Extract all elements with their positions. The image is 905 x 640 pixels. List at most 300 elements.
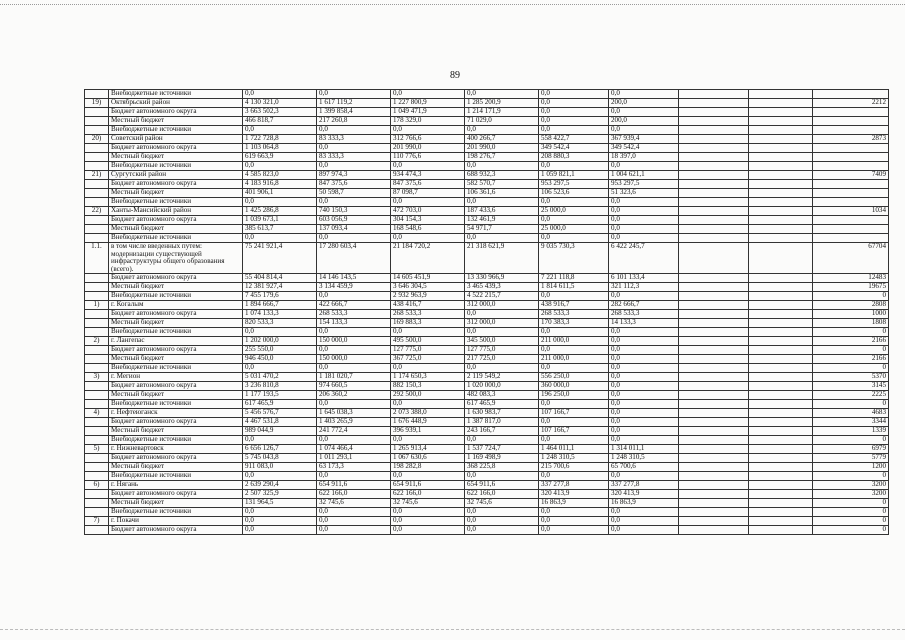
row-number-cell: 20): [85, 135, 109, 144]
value-cell: 368 225,8: [465, 463, 539, 472]
value-cell: 0,0: [243, 162, 317, 171]
value-cell: 1 004 621,1: [609, 171, 679, 180]
row-label-cell: г. Когалым: [109, 301, 243, 310]
value-cell: [749, 382, 813, 391]
value-cell: 243 166,7: [465, 427, 539, 436]
value-cell: 106 361,6: [465, 189, 539, 198]
value-cell: [749, 90, 813, 99]
table-row: [85, 117, 889, 126]
value-cell: 0,0: [317, 90, 391, 99]
table-row: [85, 234, 889, 243]
value-cell: 1 020 000,0: [465, 382, 539, 391]
value-cell: 3145: [813, 382, 889, 391]
value-cell: 75 241 921,4: [243, 243, 317, 274]
row-number-cell: 19): [85, 99, 109, 108]
table-row: [85, 126, 889, 135]
value-cell: 12483: [813, 274, 889, 283]
value-cell: 0,0: [391, 364, 465, 373]
value-cell: [813, 216, 889, 225]
table-row: [85, 162, 889, 171]
value-cell: 17 280 603,4: [317, 243, 391, 274]
value-cell: [749, 373, 813, 382]
row-number-cell: [85, 319, 109, 328]
value-cell: [749, 346, 813, 355]
value-cell: [749, 198, 813, 207]
value-cell: 0,0: [609, 346, 679, 355]
row-number-cell: [85, 126, 109, 135]
value-cell: 1 248 310,5: [539, 454, 609, 463]
row-label-cell: Бюджет автономного округа: [109, 274, 243, 283]
table-row: [85, 337, 889, 346]
value-cell: [749, 117, 813, 126]
value-cell: [749, 418, 813, 427]
value-cell: 200,0: [609, 117, 679, 126]
row-label-cell: Бюджет автономного округа: [109, 346, 243, 355]
value-cell: 0: [813, 526, 889, 535]
row-label-cell: Бюджет автономного округа: [109, 180, 243, 189]
value-cell: [813, 90, 889, 99]
row-label-cell: Местный бюджет: [109, 355, 243, 364]
value-cell: [749, 162, 813, 171]
value-cell: 472 703,0: [391, 207, 465, 216]
table-row: [85, 391, 889, 400]
value-cell: 87 098,7: [391, 189, 465, 198]
value-cell: 0: [813, 499, 889, 508]
value-cell: 0,0: [465, 517, 539, 526]
row-label-cell: Бюджет автономного округа: [109, 144, 243, 153]
value-cell: [679, 373, 749, 382]
table-row: [85, 135, 889, 144]
value-cell: [679, 90, 749, 99]
value-cell: 198 282,8: [391, 463, 465, 472]
value-cell: 337 277,8: [539, 481, 609, 490]
value-cell: 438 416,7: [391, 301, 465, 310]
value-cell: 946 450,0: [243, 355, 317, 364]
value-cell: 0,0: [243, 328, 317, 337]
value-cell: 0,0: [465, 234, 539, 243]
value-cell: [749, 283, 813, 292]
value-cell: [679, 171, 749, 180]
value-cell: 0,0: [609, 234, 679, 243]
value-cell: 1 537 724,7: [465, 445, 539, 454]
value-cell: 32 745,6: [391, 499, 465, 508]
row-label-cell: Внебюджетные источники: [109, 90, 243, 99]
value-cell: 14 605 451,9: [391, 274, 465, 283]
value-cell: 1 894 666,7: [243, 301, 317, 310]
value-cell: 0,0: [539, 508, 609, 517]
row-number-cell: 7): [85, 517, 109, 526]
row-label-cell: Бюджет автономного округа: [109, 310, 243, 319]
row-label-cell: Внебюджетные источники: [109, 328, 243, 337]
row-label-cell: Ханты-Мансийский район: [109, 207, 243, 216]
row-number-cell: [85, 162, 109, 171]
row-label-cell: Бюджет автономного округа: [109, 526, 243, 535]
value-cell: 438 916,7: [539, 301, 609, 310]
row-label-cell: Местный бюджет: [109, 117, 243, 126]
value-cell: 0,0: [609, 126, 679, 135]
row-label-cell: Внебюджетные источники: [109, 234, 243, 243]
value-cell: 0,0: [391, 234, 465, 243]
value-cell: 0,0: [609, 216, 679, 225]
value-cell: 882 150,3: [391, 382, 465, 391]
value-cell: [679, 216, 749, 225]
value-cell: 1 202 000,0: [243, 337, 317, 346]
value-cell: 622 166,0: [317, 490, 391, 499]
value-cell: 9 035 730,3: [539, 243, 609, 274]
row-number-cell: [85, 180, 109, 189]
value-cell: 178 329,0: [391, 117, 465, 126]
value-cell: 688 932,3: [465, 171, 539, 180]
value-cell: 1 227 800,9: [391, 99, 465, 108]
row-number-cell: [85, 382, 109, 391]
value-cell: [679, 153, 749, 162]
value-cell: 0,0: [465, 90, 539, 99]
value-cell: 215 700,6: [539, 463, 609, 472]
row-label-cell: Внебюджетные источники: [109, 472, 243, 481]
row-label-cell: Бюджет автономного округа: [109, 216, 243, 225]
value-cell: [749, 355, 813, 364]
value-cell: 1 169 498,9: [465, 454, 539, 463]
value-cell: 0,0: [609, 436, 679, 445]
value-cell: [679, 198, 749, 207]
row-label-cell: Советский район: [109, 135, 243, 144]
value-cell: [679, 108, 749, 117]
table-row: [85, 99, 889, 108]
value-cell: 137 093,4: [317, 225, 391, 234]
value-cell: 4 585 823,0: [243, 171, 317, 180]
value-cell: 6 656 126,7: [243, 445, 317, 454]
value-cell: 168 548,6: [391, 225, 465, 234]
value-cell: 16 863,9: [539, 499, 609, 508]
value-cell: 0,0: [243, 198, 317, 207]
value-cell: 4 522 215,7: [465, 292, 539, 301]
value-cell: 1 181 020,7: [317, 373, 391, 382]
table-row: [85, 328, 889, 337]
value-cell: 2 119 549,2: [465, 373, 539, 382]
value-cell: [813, 225, 889, 234]
value-cell: 0,0: [317, 292, 391, 301]
value-cell: 0,0: [317, 472, 391, 481]
table-row: [85, 274, 889, 283]
row-label-cell: Местный бюджет: [109, 391, 243, 400]
value-cell: 321 112,3: [609, 283, 679, 292]
value-cell: 400 266,7: [465, 135, 539, 144]
value-cell: 367 939,4: [609, 135, 679, 144]
value-cell: 3 646 304,5: [391, 283, 465, 292]
row-number-cell: [85, 400, 109, 409]
value-cell: [749, 310, 813, 319]
value-cell: [679, 391, 749, 400]
value-cell: 0,0: [391, 436, 465, 445]
value-cell: 0: [813, 292, 889, 301]
value-cell: 0: [813, 436, 889, 445]
value-cell: [679, 364, 749, 373]
value-cell: 0,0: [317, 328, 391, 337]
value-cell: 1 314 011,1: [609, 445, 679, 454]
row-label-cell: Местный бюджет: [109, 189, 243, 198]
value-cell: 0,0: [317, 234, 391, 243]
value-cell: 401 906,1: [243, 189, 317, 198]
value-cell: [749, 436, 813, 445]
value-cell: [749, 319, 813, 328]
row-label-cell: Бюджет автономного округа: [109, 490, 243, 499]
row-label-cell: Внебюджетные источники: [109, 198, 243, 207]
value-cell: 0,0: [539, 517, 609, 526]
value-cell: 0,0: [609, 526, 679, 535]
value-cell: [749, 364, 813, 373]
row-label-cell: Местный бюджет: [109, 499, 243, 508]
value-cell: 217 260,8: [317, 117, 391, 126]
value-cell: 0,0: [465, 198, 539, 207]
value-cell: 345 500,0: [465, 337, 539, 346]
value-cell: 304 154,3: [391, 216, 465, 225]
value-cell: 2166: [813, 355, 889, 364]
value-cell: [749, 153, 813, 162]
value-cell: 0,0: [609, 337, 679, 346]
value-cell: 71 029,0: [465, 117, 539, 126]
value-cell: 0,0: [243, 526, 317, 535]
value-cell: 50 598,7: [317, 189, 391, 198]
value-cell: 132 461,9: [465, 216, 539, 225]
value-cell: 0,0: [539, 472, 609, 481]
table-row: [85, 243, 889, 274]
value-cell: 0,0: [391, 328, 465, 337]
row-number-cell: 5): [85, 445, 109, 454]
value-cell: 83 333,3: [317, 135, 391, 144]
value-cell: [749, 126, 813, 135]
value-cell: 1 039 673,1: [243, 216, 317, 225]
value-cell: 63 173,3: [317, 463, 391, 472]
row-label-cell: г. Мегион: [109, 373, 243, 382]
value-cell: [749, 463, 813, 472]
table-row: [85, 198, 889, 207]
value-cell: [749, 108, 813, 117]
row-label-cell: Внебюджетные источники: [109, 508, 243, 517]
value-cell: 4 183 916,8: [243, 180, 317, 189]
value-cell: 7409: [813, 171, 889, 180]
value-cell: [679, 409, 749, 418]
value-cell: 0: [813, 508, 889, 517]
value-cell: [749, 490, 813, 499]
value-cell: 3344: [813, 418, 889, 427]
table-row: [85, 418, 889, 427]
value-cell: 13 330 966,9: [465, 274, 539, 283]
row-number-cell: [85, 153, 109, 162]
value-cell: 0,0: [465, 162, 539, 171]
value-cell: 2808: [813, 301, 889, 310]
table-row: [85, 481, 889, 490]
value-cell: 268 533,3: [391, 310, 465, 319]
value-cell: 0,0: [243, 364, 317, 373]
value-cell: 0,0: [539, 99, 609, 108]
value-cell: [679, 517, 749, 526]
row-number-cell: [85, 292, 109, 301]
row-label-cell: Бюджет автономного округа: [109, 418, 243, 427]
scan-edge-line: [0, 4, 905, 6]
value-cell: 0,0: [465, 364, 539, 373]
value-cell: 466 818,7: [243, 117, 317, 126]
value-cell: [813, 180, 889, 189]
value-cell: 0,0: [465, 328, 539, 337]
value-cell: [749, 189, 813, 198]
value-cell: 0,0: [243, 234, 317, 243]
value-cell: 0,0: [609, 225, 679, 234]
value-cell: 0,0: [609, 373, 679, 382]
value-cell: 107 166,7: [539, 409, 609, 418]
value-cell: [749, 328, 813, 337]
value-cell: 3200: [813, 481, 889, 490]
row-number-cell: [85, 499, 109, 508]
value-cell: 0,0: [317, 526, 391, 535]
value-cell: 396 939,1: [391, 427, 465, 436]
value-cell: 0,0: [243, 508, 317, 517]
table-row: [85, 301, 889, 310]
budget-table: [84, 89, 889, 535]
value-cell: 654 911,6: [391, 481, 465, 490]
table-row: [85, 171, 889, 180]
value-cell: [749, 481, 813, 490]
table-row: [85, 409, 889, 418]
value-cell: 0,0: [465, 310, 539, 319]
value-cell: 7 455 179,6: [243, 292, 317, 301]
value-cell: [813, 189, 889, 198]
row-number-cell: 6): [85, 481, 109, 490]
value-cell: 0,0: [465, 508, 539, 517]
row-number-cell: [85, 454, 109, 463]
value-cell: [749, 274, 813, 283]
value-cell: 1034: [813, 207, 889, 216]
value-cell: 0,0: [317, 517, 391, 526]
value-cell: 654 911,6: [317, 481, 391, 490]
value-cell: [749, 216, 813, 225]
value-cell: 0,0: [609, 391, 679, 400]
value-cell: [749, 427, 813, 436]
value-cell: 169 883,3: [391, 319, 465, 328]
value-cell: [679, 481, 749, 490]
value-cell: 0,0: [609, 207, 679, 216]
value-cell: 170 383,3: [539, 319, 609, 328]
value-cell: 911 083,0: [243, 463, 317, 472]
value-cell: 0,0: [539, 292, 609, 301]
value-cell: 0,0: [317, 364, 391, 373]
value-cell: [679, 180, 749, 189]
row-label-cell: Местный бюджет: [109, 225, 243, 234]
row-number-cell: [85, 108, 109, 117]
value-cell: 1 814 611,5: [539, 283, 609, 292]
row-label-cell: Бюджет автономного округа: [109, 108, 243, 117]
value-cell: 0,0: [465, 436, 539, 445]
row-number-cell: 1): [85, 301, 109, 310]
value-cell: 1 399 858,4: [317, 108, 391, 117]
value-cell: 150 000,0: [317, 337, 391, 346]
value-cell: [679, 454, 749, 463]
value-cell: 0: [813, 517, 889, 526]
value-cell: 0,0: [539, 328, 609, 337]
value-cell: 18 397,0: [609, 153, 679, 162]
value-cell: [679, 117, 749, 126]
value-cell: [679, 283, 749, 292]
value-cell: [679, 234, 749, 243]
value-cell: [749, 301, 813, 310]
value-cell: 1 387 817,0: [465, 418, 539, 427]
row-number-cell: [85, 117, 109, 126]
value-cell: 83 333,3: [317, 153, 391, 162]
value-cell: 4 467 531,8: [243, 418, 317, 427]
value-cell: 617 465,9: [243, 400, 317, 409]
value-cell: 255 550,0: [243, 346, 317, 355]
value-cell: 603 056,9: [317, 216, 391, 225]
value-cell: [679, 526, 749, 535]
value-cell: 106 523,6: [539, 189, 609, 198]
value-cell: [749, 144, 813, 153]
row-label-cell: Внебюджетные источники: [109, 292, 243, 301]
value-cell: [749, 243, 813, 274]
value-cell: 0,0: [609, 418, 679, 427]
value-cell: 1 074 466,4: [317, 445, 391, 454]
value-cell: 268 533,3: [539, 310, 609, 319]
value-cell: 0: [813, 364, 889, 373]
value-cell: 0,0: [609, 400, 679, 409]
value-cell: 0,0: [539, 234, 609, 243]
value-cell: 622 166,0: [391, 490, 465, 499]
value-cell: 2 507 325,9: [243, 490, 317, 499]
value-cell: [679, 99, 749, 108]
value-cell: 0,0: [391, 472, 465, 481]
value-cell: 0,0: [391, 90, 465, 99]
value-cell: [749, 135, 813, 144]
value-cell: 1 177 193,5: [243, 391, 317, 400]
value-cell: 211 000,0: [539, 355, 609, 364]
value-cell: 0,0: [609, 108, 679, 117]
table-row: [85, 436, 889, 445]
table-row: [85, 463, 889, 472]
table-row: [85, 144, 889, 153]
value-cell: 32 745,6: [465, 499, 539, 508]
row-label-cell: г. Нижневартовск: [109, 445, 243, 454]
row-number-cell: 22): [85, 207, 109, 216]
value-cell: 2 073 388,0: [391, 409, 465, 418]
value-cell: 360 000,0: [539, 382, 609, 391]
value-cell: 1808: [813, 319, 889, 328]
table-row: [85, 216, 889, 225]
value-cell: 0,0: [609, 355, 679, 364]
value-cell: 953 297,5: [609, 180, 679, 189]
value-cell: 1 265 913,4: [391, 445, 465, 454]
value-cell: 1 174 650,3: [391, 373, 465, 382]
value-cell: 847 375,6: [391, 180, 465, 189]
value-cell: 0,0: [609, 198, 679, 207]
value-cell: 0,0: [539, 126, 609, 135]
value-cell: 0,0: [609, 508, 679, 517]
row-label-cell: Бюджет автономного округа: [109, 382, 243, 391]
value-cell: 0,0: [609, 517, 679, 526]
value-cell: [679, 207, 749, 216]
row-number-cell: [85, 436, 109, 445]
value-cell: 617 465,9: [465, 400, 539, 409]
value-cell: [813, 234, 889, 243]
row-number-cell: [85, 364, 109, 373]
value-cell: 0,0: [609, 382, 679, 391]
value-cell: [749, 409, 813, 418]
value-cell: 1 722 728,8: [243, 135, 317, 144]
row-number-cell: [85, 216, 109, 225]
table-row: [85, 382, 889, 391]
value-cell: 107 166,7: [539, 427, 609, 436]
value-cell: 150 000,0: [317, 355, 391, 364]
value-cell: [679, 436, 749, 445]
value-cell: 0,0: [539, 216, 609, 225]
table-row: [85, 153, 889, 162]
